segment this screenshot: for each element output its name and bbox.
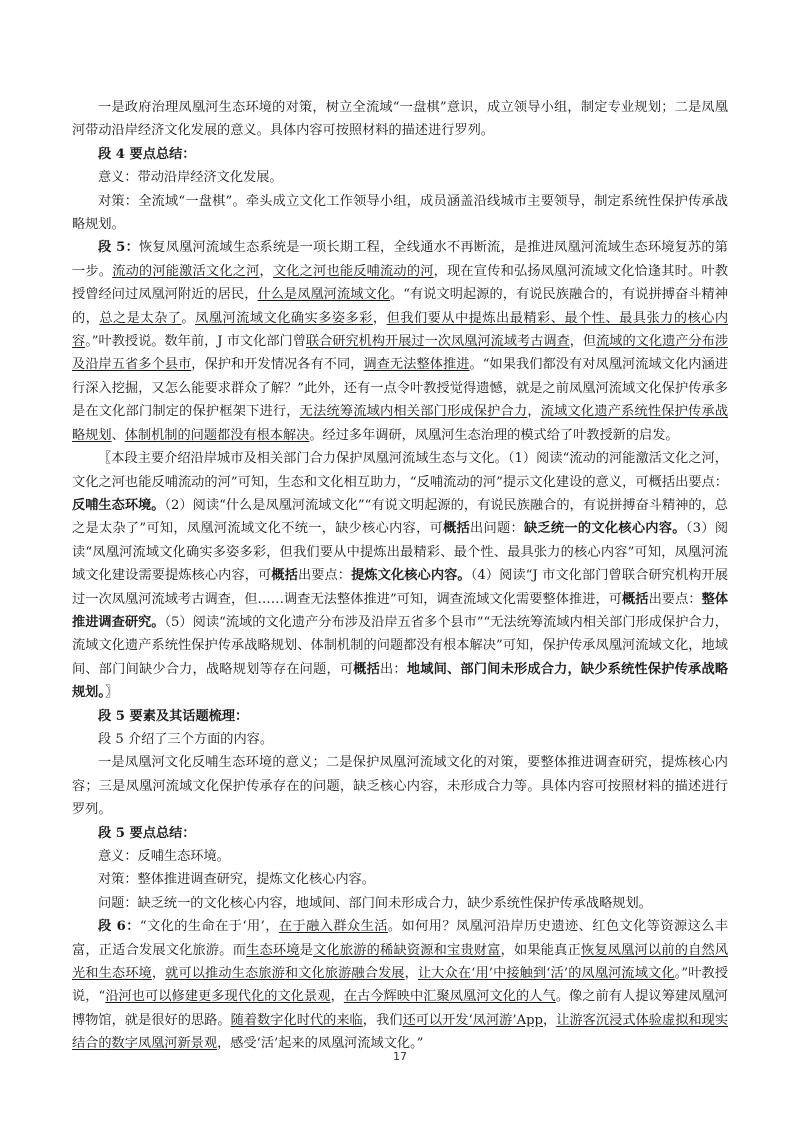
section-4-meaning: 意义：带动沿岸经济文化发展。 [98,170,283,186]
section-5-elements-heading: 段 5 要素及其话题梳理： [98,708,249,724]
section-4-summary-heading: 段 4 要点总结： [98,146,196,162]
paragraph-6-text: 段 6：“文化的生命在于‘用’，在于融入群众生活。如何用？凤凰河沿岸历史遗迹、红色文化等资源这么丰富，正适合发展文化旅游。而生态环境是文化旅游的稀缺资源和宝贵财富，如果能真正恢复凤凰河以前的自然风光和生态环境，就可以推动生态旅游和文化旅游融合发展，让大众在‘用’中接触到‘活’的凤凰河流域文化。”叶教授说，“沿河也可以修建更多现代化的文化景观，在古今辉映中汇聚凤凰河文化的人气。像之前有人提议筹建凤凰河博物馆，就是很好的思路。随着数字化时代的来临，我们还可以开发‘凤河游’App，让游客沉浸式体验虚拟和现实结合的数字凤凰河新景观，感受‘活’起来的凤凰河流域文化。” [72,919,729,1052]
section-5-intro: 段 5 介绍了三个方面的内容。 [98,731,274,747]
paragraph-5-analysis: 〖本段主要介绍沿岸城市及相关部门合力保护凤凰河流域生态与文化。（1）阅读“流动的河能激活文化之河，文化之河也能反哺流动的河”可知，生态和文化相互助力，“反哺流动的河”提示文化建设的意义，可概括出要点：反哺生态环境。（2）阅读“什么是凤凰河流域文化”“有说文明起源的，有说民族融合的，有说拼搏奋斗精神的，总之是太杂了”可知，凤凰河流域文化不统一，缺少核心内容，可概括出问题：缺乏统一的文化核心内容。（3）阅读“凤凰河流域文化确实多姿多彩，但我们要从中提炼出最精彩、最个性、最具张力的核心内容”可知，凤凰河流域文化建设需要提炼核心内容，可概括出要点：提炼文化核心内容。（4）阅读“J 市文化部门曾联合研究机构开展过一次凤凰河流域考古调查，但……调查无法整体推进”可知，调查流域文化需要整体推进，可概括出要点：整体推进调查研究。（5）阅读“流域的文化遗产分布涉及沿岸五省多个县市”“无法统筹流域内相关部门形成保护合力，流域文化遗产系统性保护传承战略规划、体制机制的问题都没有根本解决”可知，保护传承凤凰河流域文化，地域间、部门间缺少合力，战略规划等存在问题，可概括出：地域间、部门间未形成合力，缺少系统性保护传承战略规划。〗 [72,451,729,701]
section-5-summary-heading: 段 5 要点总结： [98,825,196,841]
section-5-problems: 问题：缺乏统一的文化核心内容，地域间、部门间未形成合力，缺少系统性保护传承战略规划。 [98,895,652,911]
section-5-list: 一是凤凰河文化反哺生态环境的意义；二是保护凤凰河流域文化的对策，要整体推进调查研究，提炼核心内容；三是凤凰河流域文化保护传承存在的问题，缺乏核心内容，未形成合力等。具体内容可按照材料的描述进行罗列。 [72,755,728,818]
section-4-measures: 对策：全流域“一盘棋”。牵头成立文化工作领导小组，成员涵盖沿线城市主要领导，制定系统性保护传承战略规划。 [72,193,728,233]
page-number: 17 [393,1050,407,1063]
paragraph-5-text: 段 5：恢复凤凰河流域生态系统是一项长期工程，全线通水不再断流，是推进凤凰河流域生态环境复苏的第一步。流动的河能激活文化之河，文化之河也能反哺流动的河，现在宣传和弘扬凤凰河流域文化恰逢其时。叶教授曾经问过凤凰河附近的居民，什么是凤凰河流域文化。“有说文明起源的，有说民族融合的，有说拼搏奋斗精神的，总之是太杂了。凤凰河流域文化确实多姿多彩，但我们要从中提炼出最精彩、最个性、最具张力的核心内容。”叶教授说。数年前，J 市文化部门曾联合研究机构开展过一次凤凰河流域考古调查，但流域的文化遗产分布涉及沿岸五省多个县市，保护和开发情况各有不同，调查无法整体推进。“如果我们都没有对凤凰河流域文化内涵进行深入挖掘，又怎么能要求群众了解？”此外，还有一点令叶教授觉得遗憾，就是之前凤凰河流域文化保护传承多是在文化部门制定的保护框架下进行，无法统筹流域内相关部门形成保护合力，流域文化遗产系统性保护传承战略规划、体制机制的问题都没有根本解决。经过多年调研，凤凰河生态治理的模式给了叶教授新的启发。 [72,240,729,443]
document-page [72,96,728,1056]
section-5-measures: 对策：整体推进调查研究，提炼文化核心内容。 [98,872,375,888]
paragraph-6-lead: 段 6： [98,919,140,935]
paragraph-5-lead: 段 5： [98,240,139,256]
section-5-meaning: 意义：反哺生态环境。 [98,849,230,864]
paragraph-4-analysis-conclusion: 一是政府治理凤凰河生态环境的对策，树立全流域“一盘棋”意识，成立领导小组，制定专业规划；二是凤凰河带动沿岸经济文化发展的意义。具体内容可按照材料的描述进行罗列。 [72,100,728,139]
